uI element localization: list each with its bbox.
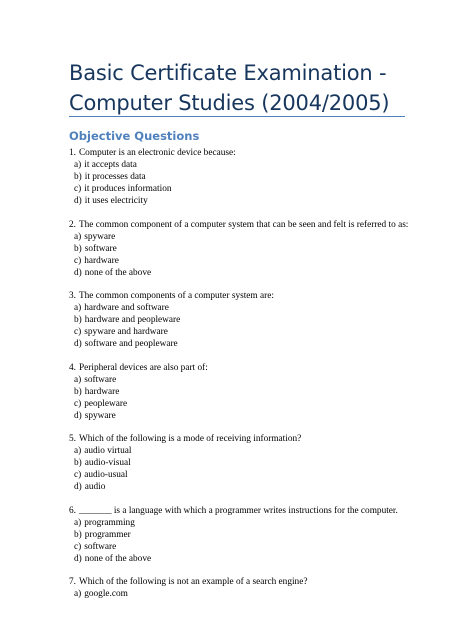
title-divider: [69, 116, 405, 117]
option-letter: a): [74, 446, 82, 456]
option-text: audio-usual: [84, 470, 128, 480]
option-text: spyware and hardware: [84, 327, 168, 337]
option-text: audio: [84, 482, 106, 492]
answer-option: [69, 159, 414, 171]
option-letter: c): [74, 255, 82, 266]
answer-option: [69, 541, 414, 553]
section-heading: Objective Questions: [69, 129, 200, 143]
question-item: [69, 576, 414, 600]
option-text: audio virtual: [84, 446, 132, 456]
document-title: Basic Certificate Examination - Computer Studies (2004/2005): [69, 61, 390, 115]
option-letter: b): [74, 172, 82, 182]
option-text: it accepts data: [84, 160, 137, 170]
answer-option: [69, 326, 414, 338]
answer-option: [69, 529, 414, 541]
option-text: it uses electricity: [84, 196, 148, 206]
option-letter: b): [74, 386, 82, 397]
option-text: hardware and peopleware: [84, 315, 181, 325]
option-letter: d): [74, 553, 82, 564]
question-item: [69, 219, 414, 279]
option-text: software: [84, 374, 117, 385]
option-letter: d): [74, 410, 82, 421]
question-text-line: [69, 147, 414, 159]
option-text: none of the above: [84, 267, 152, 278]
question-text: Which of the following is not an example of a search engine?: [78, 577, 308, 587]
option-text: it processes data: [84, 172, 146, 182]
answer-option: [69, 267, 414, 279]
question-text-line: [69, 576, 414, 588]
option-text: programming: [84, 517, 135, 528]
answer-option: [69, 457, 414, 469]
question-item: [69, 290, 414, 350]
option-text: google.com: [84, 589, 128, 599]
option-text: hardware: [84, 255, 119, 266]
option-text: software: [84, 243, 117, 254]
question-number: 5.: [69, 434, 76, 444]
answer-option: [69, 469, 414, 481]
answer-option: [69, 588, 414, 600]
option-text: spyware: [84, 231, 116, 242]
option-letter: d): [74, 339, 82, 349]
question-number: 6.: [69, 505, 76, 516]
option-letter: b): [74, 529, 82, 540]
question-item: [69, 147, 414, 207]
option-text: peopleware: [84, 398, 128, 409]
option-text: hardware and software: [84, 303, 169, 313]
answer-option: [69, 374, 414, 386]
option-letter: a): [74, 303, 82, 313]
question-number: 4.: [69, 362, 76, 373]
question-text: _______ is a language with which a programmer writes instructions for the computer.: [78, 505, 398, 516]
option-letter: a): [74, 160, 82, 170]
option-letter: c): [74, 541, 82, 552]
question-text-line: [69, 219, 414, 231]
answer-option: [69, 398, 414, 410]
option-letter: c): [74, 327, 82, 337]
answer-option: [69, 445, 414, 457]
answer-option: [69, 171, 414, 183]
answer-option: [69, 195, 414, 207]
option-letter: a): [74, 517, 82, 528]
option-text: none of the above: [84, 553, 152, 564]
option-letter: a): [74, 374, 82, 385]
question-item: [69, 433, 414, 493]
option-text: it produces information: [84, 184, 172, 194]
answer-option: [69, 517, 414, 529]
question-number: 2.: [69, 219, 76, 230]
question-number: 1.: [69, 148, 76, 158]
question-text-line: [69, 433, 414, 445]
answer-option: [69, 302, 414, 314]
option-text: software: [84, 541, 117, 552]
question-item: [69, 505, 414, 565]
question-number: 7.: [69, 577, 76, 587]
question-text: Peripheral devices are also part of:: [78, 362, 208, 373]
option-letter: d): [74, 267, 82, 278]
answer-option: [69, 553, 414, 565]
option-letter: a): [74, 231, 82, 242]
answer-option: [69, 255, 414, 267]
question-list: [69, 147, 414, 612]
answer-option: [69, 183, 414, 195]
option-text: software and peopleware: [84, 339, 178, 349]
option-letter: b): [74, 458, 82, 468]
answer-option: [69, 231, 414, 243]
question-text-line: [69, 290, 414, 302]
option-text: hardware: [84, 386, 120, 397]
answer-option: [69, 314, 414, 326]
option-text: spyware: [84, 410, 116, 421]
option-letter: d): [74, 482, 82, 492]
option-letter: b): [74, 243, 82, 254]
option-letter: d): [74, 196, 82, 206]
answer-option: [69, 410, 414, 422]
question-text: The common component of a computer system that can be seen and felt is referred to as:: [78, 219, 409, 230]
question-text: Which of the following is a mode of receiving information?: [78, 434, 302, 444]
question-text: Computer is an electronic device because:: [78, 148, 236, 158]
question-item: [69, 362, 414, 422]
option-text: audio-visual: [84, 458, 131, 468]
answer-option: [69, 243, 414, 255]
option-letter: b): [74, 315, 82, 325]
question-text-line: [69, 362, 414, 374]
answer-option: [69, 338, 414, 350]
question-text-line: [69, 505, 414, 517]
option-letter: a): [74, 589, 82, 599]
option-text: programmer: [84, 529, 131, 540]
option-letter: c): [74, 398, 82, 409]
option-letter: c): [74, 184, 82, 194]
question-text: The common components of a computer system are:: [78, 291, 274, 301]
question-number: 3.: [69, 291, 76, 301]
answer-option: [69, 481, 414, 493]
option-letter: c): [74, 470, 82, 480]
answer-option: [69, 386, 414, 398]
